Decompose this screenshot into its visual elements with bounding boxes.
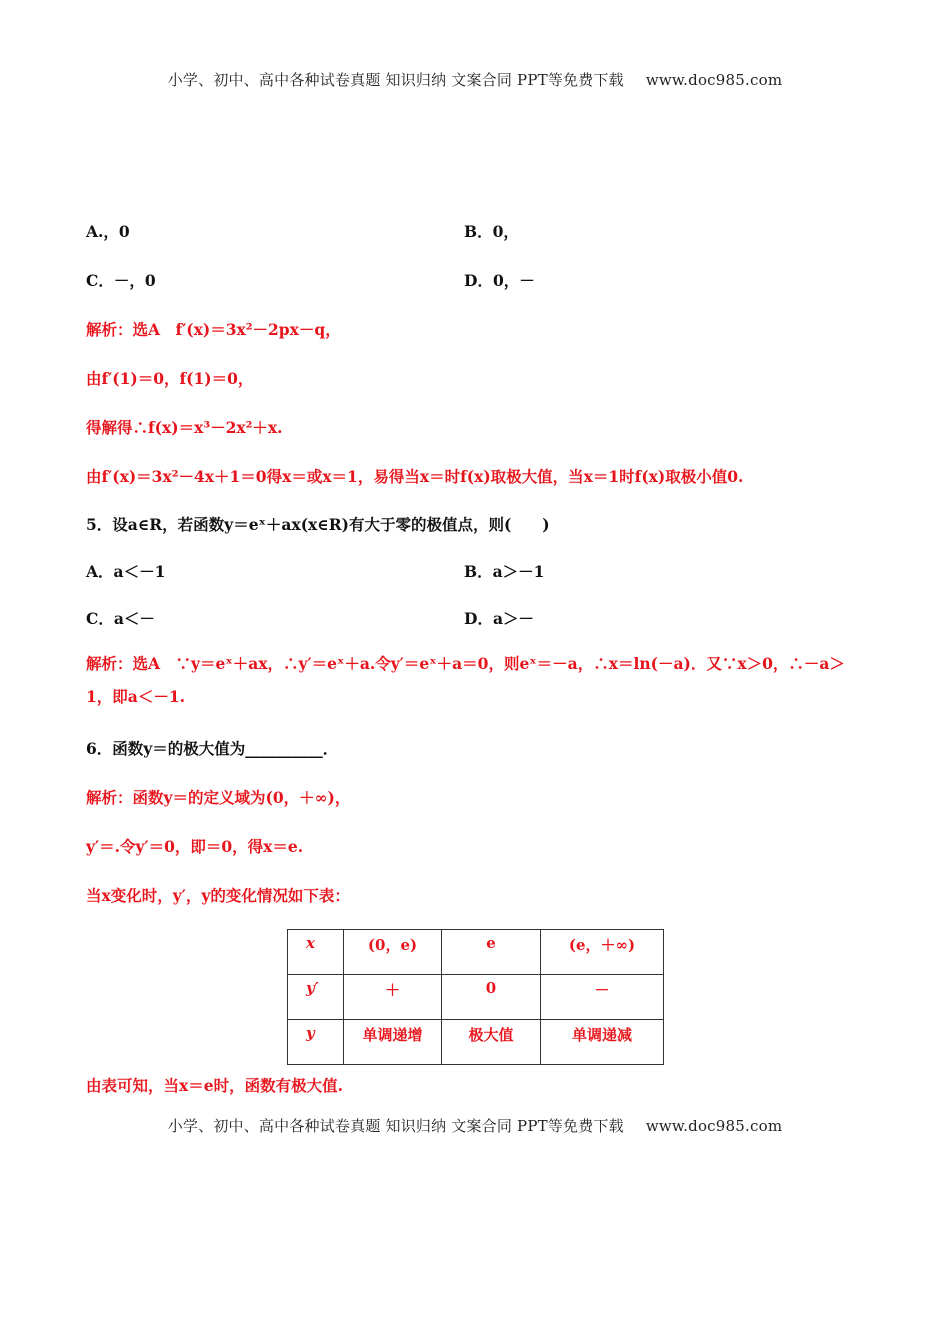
table-cell: ＋	[344, 975, 442, 1020]
q6-stem: 6．函数y＝的极大值为__________．	[86, 739, 339, 758]
footer-text: 小学、初中、高中各种试卷真题 知识归纳 文案合同 PPT等免费下载	[167, 1117, 624, 1135]
page-header	[0, 69, 950, 90]
q4-option-b: B．0，	[464, 222, 519, 241]
header-url[interactable]: www.doc985.com	[645, 71, 783, 89]
q6-conclusion: 由表可知，当x＝e时，函数有极大值.	[86, 1076, 343, 1095]
table-cell: (0，e)	[344, 930, 442, 975]
q6-solution-line3: 当x变化时，y′，y的变化情况如下表：	[86, 886, 350, 905]
table-cell: 0	[442, 975, 541, 1020]
q5-option-b: B．a＞－1	[464, 562, 545, 581]
table-row	[288, 1020, 664, 1065]
q5-option-d: D．a＞－	[464, 609, 534, 628]
table-cell: 极大值	[442, 1020, 541, 1065]
q4-solution-line4: 由f′(x)＝3x²－4x＋1＝0得x＝或x＝1，易得当x＝时f(x)取极大值，当x＝1时f(x)取极小值0.	[86, 467, 744, 486]
table-cell: 单调递增	[344, 1020, 442, 1065]
q5-option-c: C．a＜－	[86, 609, 155, 628]
q4-solution-line3: 得解得∴f(x)＝x³－2x²＋x.	[86, 418, 283, 437]
q4-solution-line2: 由f′(1)＝0，f(1)＝0，	[86, 369, 254, 388]
table-cell: y′	[288, 975, 344, 1020]
table-cell: x	[288, 930, 344, 975]
q4-option-d: D．0，－	[464, 271, 535, 290]
q4-solution-line1: 解析：选A f′(x)＝3x²－2px－q，	[86, 320, 341, 339]
table-cell: 单调递减	[541, 1020, 664, 1065]
q5-solution: 解析：选A ∵y＝eˣ＋ax，∴y′＝eˣ＋a.令y′＝eˣ＋a＝0，则eˣ＝－a，∴x＝ln(－a)．又∵x＞0，∴－a＞1，即a＜－1.	[86, 654, 845, 706]
footer-url[interactable]: www.doc985.com	[645, 1117, 783, 1135]
table-cell: e	[442, 930, 541, 975]
q5-option-a: A．a＜－1	[86, 562, 166, 581]
table-cell: (e，＋∞)	[541, 930, 664, 975]
table-row	[288, 975, 664, 1020]
table-cell: －	[541, 975, 664, 1020]
page-footer	[0, 1115, 950, 1136]
header-text: 小学、初中、高中各种试卷真题 知识归纳 文案合同 PPT等免费下载	[167, 71, 624, 89]
q5-stem: 5．设a∈R，若函数y＝eˣ＋ax(x∈R)有大于零的极值点，则( )	[86, 515, 550, 534]
q6-solution-line1: 解析：函数y＝的定义域为(0，＋∞)，	[86, 788, 351, 807]
table-cell: y	[288, 1020, 344, 1065]
q4-option-c: C．－，0	[86, 271, 156, 290]
table-row	[288, 930, 664, 975]
variation-table	[287, 929, 664, 1065]
q6-solution-line2: y′＝.令y′＝0，即＝0，得x＝e.	[86, 837, 304, 856]
q4-option-a: A.，0	[86, 222, 130, 241]
